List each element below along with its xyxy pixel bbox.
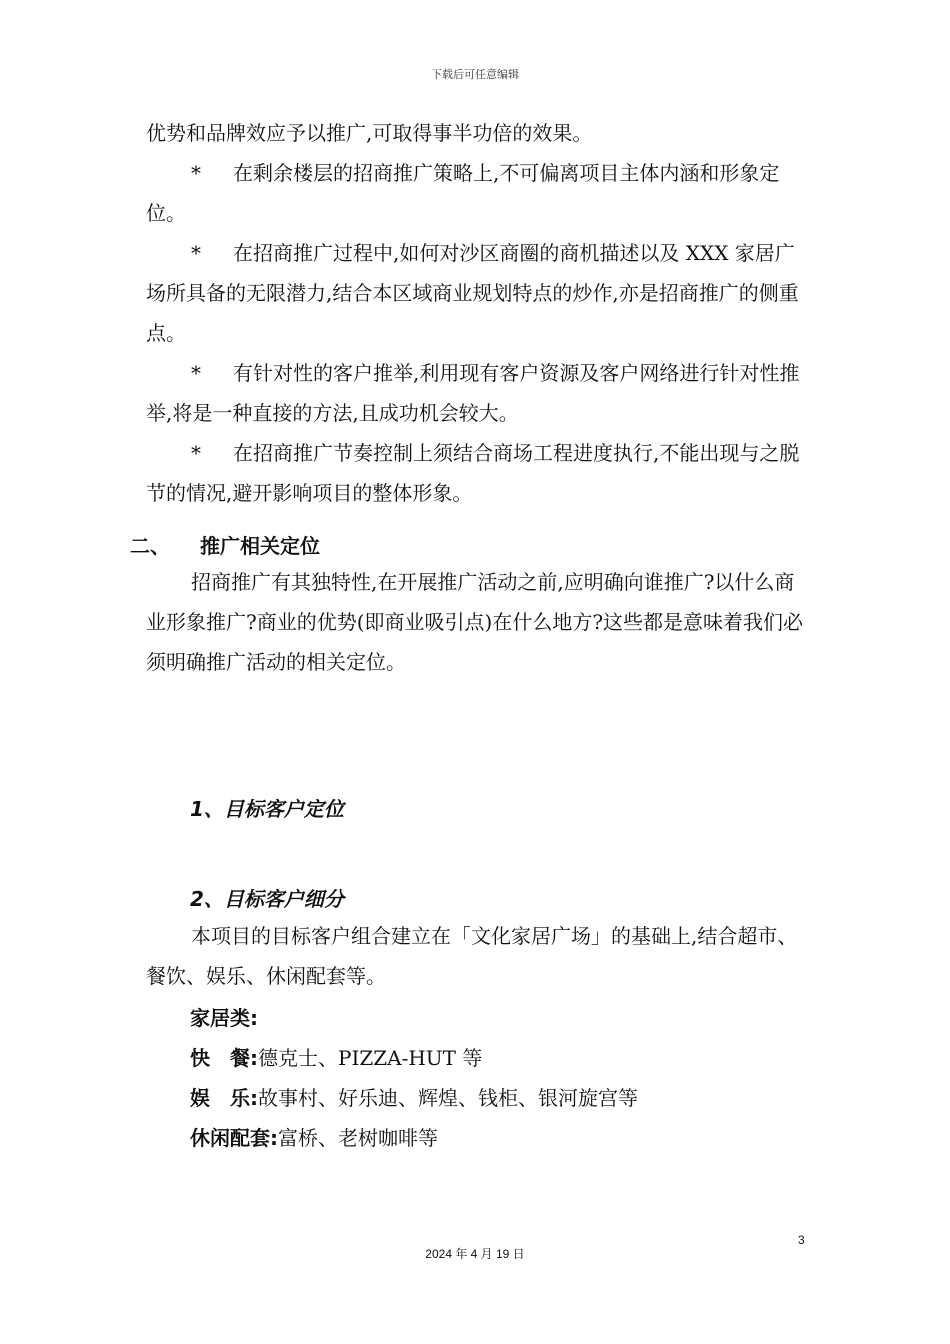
section-heading xyxy=(130,530,320,559)
category-ent-value: 故事村、好乐迪、辉煌、钱柜、银河旋宫等 xyxy=(258,1086,638,1110)
section-intro: 招商推广有其独特性,在开展推广活动之前,应明确向谁推广?以什么商业形象推广?商业的优势(即商业吸引点)在什么地方?这些都是意味着我们必须明确推广活动的相关定位。 xyxy=(146,570,804,674)
category-fast-food xyxy=(190,1038,482,1078)
category-ent-label: 娱 乐: xyxy=(190,1086,258,1110)
category-entertainment xyxy=(190,1078,638,1118)
subsection-text: 本项目的目标客户组合建立在「文化家居广场」的基础上,结合超市、餐饮、娱乐、休闲配套等。 xyxy=(146,924,798,988)
section-number: 二、 xyxy=(130,534,170,558)
bullet-mark: * xyxy=(191,361,201,385)
page-number: 3 xyxy=(798,1233,805,1247)
subsection-heading-2: 2、目标客户细分 xyxy=(190,887,344,911)
page-header: 下载后可任意编辑 xyxy=(431,68,519,81)
subsection-text-block xyxy=(146,916,811,996)
category-home-label: 家居类: xyxy=(190,1006,258,1030)
bullet-paragraph-4 xyxy=(146,433,811,513)
bullet-text-4: 在招商推广节奏控制上须结合商场工程进度执行,不能出现与之脱节的情况,避开影响项目的整体形象。 xyxy=(146,441,800,505)
bullet-paragraph-2 xyxy=(146,233,811,353)
category-home xyxy=(190,998,258,1038)
bullet-mark: * xyxy=(191,161,201,185)
bullet-mark: * xyxy=(191,441,201,465)
footer-date: 2024 年 4 月 19 日 xyxy=(425,1247,525,1261)
category-leisure-value: 富桥、老树咖啡等 xyxy=(278,1126,438,1150)
bullet-mark: * xyxy=(191,241,201,265)
category-fast-label: 快 餐: xyxy=(190,1046,258,1070)
bullet-text-1: 在剩余楼层的招商推广策略上,不可偏离项目主体内涵和形象定位。 xyxy=(146,161,780,225)
section-title: 推广相关定位 xyxy=(200,534,320,558)
bullet-text-2: 在招商推广过程中,如何对沙区商圈的商机描述以及 XXX 家居广场所具备的无限潜力,结合本区域商业规划特点的炒作,亦是招商推广的侧重点。 xyxy=(146,241,799,345)
category-fast-value: 德克士、PIZZA-HUT 等 xyxy=(258,1046,483,1070)
section-intro-block xyxy=(146,562,811,682)
bullet-paragraph-1 xyxy=(146,153,811,233)
category-leisure-label: 休闲配套: xyxy=(190,1126,278,1150)
subsection-heading-1: 1、目标客户定位 xyxy=(190,797,344,821)
paragraph-continued: 优势和品牌效应予以推广,可取得事半功倍的效果。 xyxy=(146,121,593,145)
bullet-paragraph-3 xyxy=(146,353,811,433)
bullet-text-3: 有针对性的客户推举,利用现有客户资源及客户网络进行针对性推举,将是一种直接的方法,且成功机会较大。 xyxy=(146,361,800,425)
body-text-top xyxy=(146,113,811,513)
category-leisure xyxy=(190,1118,438,1158)
